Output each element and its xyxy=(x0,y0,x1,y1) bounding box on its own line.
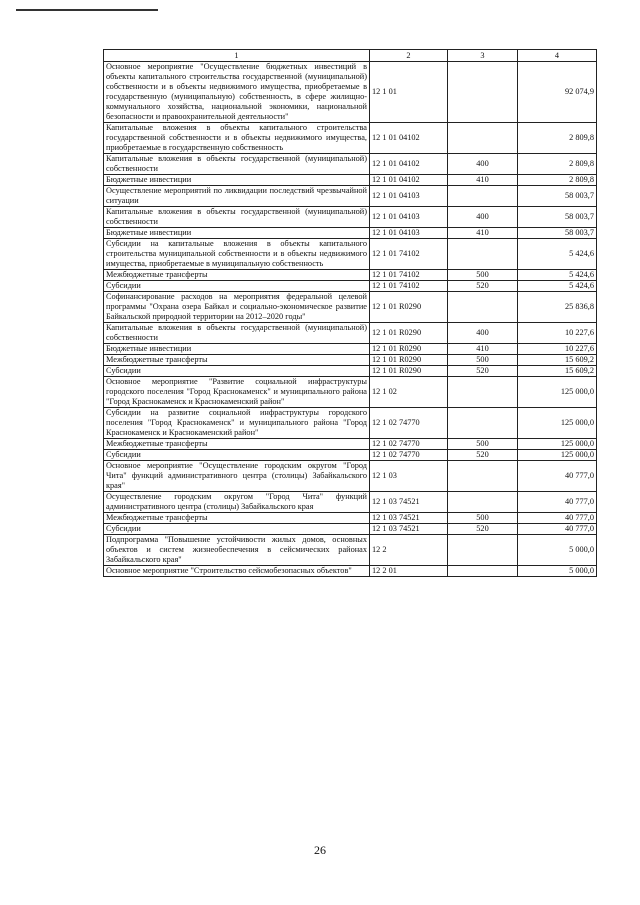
table-row xyxy=(104,207,597,228)
row-amount: 125 000,0 xyxy=(518,408,597,439)
row-name: Основное мероприятие "Развитие социальной инфраструктуры городского поселения "Город Краснокаменск" и муниципального района "Город Краснокаменск и Краснокаменский район" xyxy=(104,377,370,408)
row-name: Капитальные вложения в объекты государственной (муниципальной) собственности xyxy=(104,323,370,344)
row-amount: 15 609,2 xyxy=(518,366,597,377)
row-name: Осуществление городским округом "Город Чита" функций административного центра (столицы) Забайкальского края xyxy=(104,492,370,513)
row-amount: 10 227,6 xyxy=(518,323,597,344)
row-amount: 92 074,9 xyxy=(518,62,597,123)
row-type: 410 xyxy=(448,175,518,186)
table-row xyxy=(104,323,597,344)
row-name: Субсидии xyxy=(104,366,370,377)
row-amount: 5 424,6 xyxy=(518,239,597,270)
table-row xyxy=(104,524,597,535)
header-cell: 4 xyxy=(518,50,597,62)
table-row xyxy=(104,344,597,355)
row-type: 400 xyxy=(448,154,518,175)
row-amount: 10 227,6 xyxy=(518,344,597,355)
row-amount: 125 000,0 xyxy=(518,377,597,408)
row-code: 12 1 02 xyxy=(370,377,448,408)
row-code: 12 1 02 74770 xyxy=(370,439,448,450)
row-type: 500 xyxy=(448,270,518,281)
row-name: Субсидии xyxy=(104,524,370,535)
row-name: Субсидии xyxy=(104,450,370,461)
row-type xyxy=(448,239,518,270)
row-type: 400 xyxy=(448,323,518,344)
row-type: 500 xyxy=(448,513,518,524)
row-code: 12 1 01 xyxy=(370,62,448,123)
row-code: 12 1 03 74521 xyxy=(370,524,448,535)
header-cell: 1 xyxy=(104,50,370,62)
row-amount: 5 424,6 xyxy=(518,270,597,281)
row-type xyxy=(448,377,518,408)
row-amount: 58 003,7 xyxy=(518,207,597,228)
header-row xyxy=(104,50,597,62)
row-code: 12 1 01 R0290 xyxy=(370,366,448,377)
table-row xyxy=(104,239,597,270)
row-code: 12 1 03 74521 xyxy=(370,513,448,524)
budget-table xyxy=(103,49,597,577)
row-amount: 125 000,0 xyxy=(518,450,597,461)
table-row xyxy=(104,186,597,207)
row-type xyxy=(448,123,518,154)
table-row xyxy=(104,408,597,439)
row-type: 520 xyxy=(448,366,518,377)
row-type xyxy=(448,492,518,513)
row-type xyxy=(448,461,518,492)
row-amount: 40 777,0 xyxy=(518,461,597,492)
row-type xyxy=(448,408,518,439)
row-name: Межбюджетные трансферты xyxy=(104,513,370,524)
row-code: 12 1 02 74770 xyxy=(370,450,448,461)
row-type xyxy=(448,62,518,123)
table-row xyxy=(104,270,597,281)
table-row xyxy=(104,492,597,513)
row-name: Капитальные вложения в объекты государственной (муниципальной) собственности xyxy=(104,207,370,228)
table-row xyxy=(104,62,597,123)
row-code: 12 1 01 04103 xyxy=(370,228,448,239)
row-type: 500 xyxy=(448,439,518,450)
row-code: 12 1 01 04103 xyxy=(370,186,448,207)
row-amount: 58 003,7 xyxy=(518,228,597,239)
page-number: 26 xyxy=(314,843,326,857)
table-row xyxy=(104,355,597,366)
table-row xyxy=(104,439,597,450)
row-name: Бюджетные инвестиции xyxy=(104,344,370,355)
row-name: Бюджетные инвестиции xyxy=(104,175,370,186)
row-code: 12 2 01 xyxy=(370,566,448,577)
table-row xyxy=(104,513,597,524)
row-code: 12 1 01 R0290 xyxy=(370,323,448,344)
table-row xyxy=(104,228,597,239)
table-row xyxy=(104,292,597,323)
row-code: 12 1 01 R0290 xyxy=(370,344,448,355)
row-amount: 125 000,0 xyxy=(518,439,597,450)
table-row xyxy=(104,366,597,377)
row-code: 12 1 01 R0290 xyxy=(370,355,448,366)
row-code: 12 1 01 04102 xyxy=(370,154,448,175)
row-code: 12 1 03 xyxy=(370,461,448,492)
row-code: 12 1 03 74521 xyxy=(370,492,448,513)
row-amount: 2 809,8 xyxy=(518,154,597,175)
row-name: Капитальные вложения в объекты государственной (муниципальной) собственности xyxy=(104,154,370,175)
row-type: 410 xyxy=(448,228,518,239)
table-row xyxy=(104,450,597,461)
row-name: Межбюджетные трансферты xyxy=(104,270,370,281)
table-row xyxy=(104,535,597,566)
table-row xyxy=(104,377,597,408)
row-code: 12 1 01 04103 xyxy=(370,207,448,228)
header-cell: 3 xyxy=(448,50,518,62)
row-amount: 15 609,2 xyxy=(518,355,597,366)
table-row xyxy=(104,281,597,292)
table-row xyxy=(104,123,597,154)
row-name: Межбюджетные трансферты xyxy=(104,355,370,366)
row-name: Подпрограмма "Повышение устойчивости жилых домов, основных объектов и систем жизнеобеспечения в сейсмических районах Забайкальского края" xyxy=(104,535,370,566)
row-type xyxy=(448,535,518,566)
row-code: 12 2 xyxy=(370,535,448,566)
row-type: 500 xyxy=(448,355,518,366)
row-name: Основное мероприятие "Осуществление городским округом "Город Чита" функций административного центра (столицы) Забайкальского края" xyxy=(104,461,370,492)
row-type: 400 xyxy=(448,207,518,228)
row-name: Осуществление мероприятий по ликвидации последствий чрезвычайной ситуации xyxy=(104,186,370,207)
row-code: 12 1 02 74770 xyxy=(370,408,448,439)
table-row xyxy=(104,154,597,175)
row-name: Межбюджетные трансферты xyxy=(104,439,370,450)
row-name: Субсидии xyxy=(104,281,370,292)
row-amount: 58 003,7 xyxy=(518,186,597,207)
table-row xyxy=(104,566,597,577)
row-name: Софинансирование расходов на мероприятия федеральной целевой программы "Охрана озера Байкал и социально-экономическое развитие Байкальской природной территории на 2012–2020 годы" xyxy=(104,292,370,323)
row-code: 12 1 01 04102 xyxy=(370,175,448,186)
row-type: 520 xyxy=(448,450,518,461)
row-name: Основное мероприятие "Строительство сейсмобезопасных объектов" xyxy=(104,566,370,577)
row-amount: 5 000,0 xyxy=(518,566,597,577)
row-type: 410 xyxy=(448,344,518,355)
row-amount: 2 809,8 xyxy=(518,123,597,154)
row-type xyxy=(448,292,518,323)
row-amount: 25 836,8 xyxy=(518,292,597,323)
row-amount: 40 777,0 xyxy=(518,492,597,513)
row-name: Субсидии на капитальные вложения в объекты капитального строительства муниципальной собственности и в объекты недвижимого имущества, приобретаемые в муниципальную собственность xyxy=(104,239,370,270)
row-amount: 2 809,8 xyxy=(518,175,597,186)
row-amount: 5 424,6 xyxy=(518,281,597,292)
row-name: Субсидии на развитие социальной инфраструктуры городского поселения "Город Краснокаменск" и муниципального района "Город Краснокаменск и Краснокаменский район" xyxy=(104,408,370,439)
table-row xyxy=(104,175,597,186)
row-code: 12 1 01 74102 xyxy=(370,281,448,292)
row-type: 520 xyxy=(448,281,518,292)
row-name: Бюджетные инвестиции xyxy=(104,228,370,239)
row-type xyxy=(448,186,518,207)
row-code: 12 1 01 R0290 xyxy=(370,292,448,323)
table-row xyxy=(104,461,597,492)
row-name: Основное мероприятие "Осуществление бюджетных инвестиций в объекты капитального строительства государственной (муниципальной) собственности и в объекты недвижимого имущества, приобретаемые в государственную (муниципальную) собственность, в сфере жилищно-коммунального хозяйства, национальной экономики, национальной безопасности и правоохранительной деятельности" xyxy=(104,62,370,123)
row-code: 12 1 01 04102 xyxy=(370,123,448,154)
row-amount: 40 777,0 xyxy=(518,513,597,524)
row-name: Капитальные вложения в объекты капитального строительства государственной собственности и в объекты недвижимого имущества, приобретаемые в государственную собственность xyxy=(104,123,370,154)
row-code: 12 1 01 74102 xyxy=(370,270,448,281)
row-type: 520 xyxy=(448,524,518,535)
header-cell: 2 xyxy=(370,50,448,62)
row-code: 12 1 01 74102 xyxy=(370,239,448,270)
row-type xyxy=(448,566,518,577)
row-amount: 5 000,0 xyxy=(518,535,597,566)
row-amount: 40 777,0 xyxy=(518,524,597,535)
header-rule xyxy=(16,9,158,11)
